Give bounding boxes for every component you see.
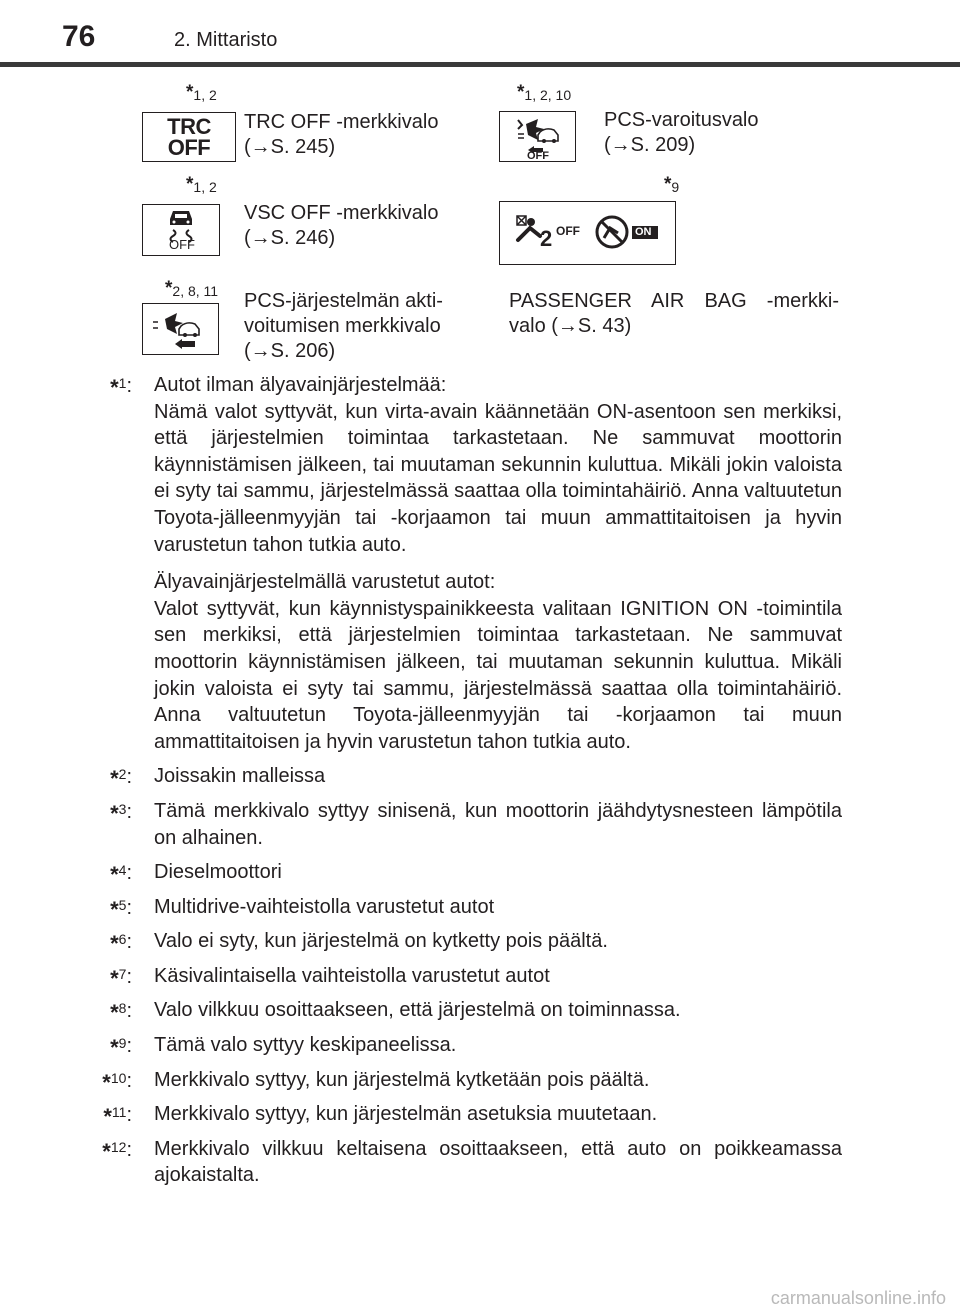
footnote-4: *$^4$: Dieselmoottori bbox=[110, 861, 282, 888]
page-number: 76 bbox=[62, 20, 96, 53]
vsc-off-icon: OFF bbox=[142, 204, 220, 256]
footnote-ref: *1, 2 bbox=[186, 174, 217, 195]
watermark: carmanualsonline.info bbox=[770, 1288, 946, 1308]
footnote-3: *$^3$: Tämä merkkivalo syttyy sinisenä, kun moottorin jäähdytysnesteen lämpötila on alhainen. bbox=[110, 799, 842, 849]
footnote-5: *$^5$: Multidrive-vaihteistolla varustetut autot bbox=[110, 895, 495, 922]
footnotes bbox=[102, 372, 842, 1189]
footnote-2: *$^2$: Joissakin malleissa bbox=[110, 765, 326, 792]
footnote-8: *$^8$: Valo vilkkuu osoittaakseen, että järjestelmä on toiminnassa. bbox=[110, 999, 681, 1026]
indicator-pcs-warning: PCS-varoitusvalo (→S. 209) bbox=[604, 109, 759, 156]
footnote-7: *$^7$: Käsivalintaisella vaihteistolla varustetut autot bbox=[110, 964, 550, 991]
footnote-ref: *2, 8, 11 bbox=[165, 278, 219, 299]
footnote-10: *$^{10}$: Merkkivalo syttyy, kun järjestelmä kytketään pois päältä. bbox=[102, 1068, 650, 1095]
indicator-passenger-airbag: PASSENGER AIR BAG -merkki- valo (→S. 43) bbox=[509, 290, 839, 337]
chapter-title: 2. Mittaristo bbox=[174, 29, 278, 51]
footnote-1: *$^1$: Autot ilman älyavainjärjestelmää: Nämä valot syttyvät, kun virta-avain käännetään ON-asentoon sen merkiksi, että järjestelmien toimintaa tarkastetaan. Ne sammuvat moottorin käynnistämisen jälkeen, tai muutaman sekunnin kuluttua. Mikäli jokin valoista ei syty tai sammu, järjestelmässä saattaa olla toimintahäiriö. Anna valtuutetun Toyota-jälleenmyyjän tai -korjaamon tai muun ammattitaitoisen ja hyvin varustetun tahon tutkia auto. Älyavainjärjestelmällä varustetut autot: Valot syttyvät, kun käynnistyspainikkeesta valitaan IGNITION ON -toimintila sen merkiksi, että järjestelmien toimintaa tarkastetaan. Ne sammuvat moottorin käynnistämisen jälkeen, tai muutaman sekunnin kuluttua. Mikäli jokin valoista ei syty tai sammu, järjestelmässä saattaa olla toimintahäiriö. Anna valtuutetun Toyota-jälleenmyyjän tai -korjaamon tai muun ammattitaitoisen ja hyvin varustetun tahon tutkia auto. bbox=[110, 374, 842, 753]
trc-off-icon: TRC OFF bbox=[142, 112, 236, 162]
footnote-ref: *1, 2 bbox=[186, 82, 217, 103]
footnote-11: *$^{11}$: Merkkivalo syttyy, kun järjestelmän asetuksia muutetaan. bbox=[103, 1103, 658, 1130]
pcs-activation-icon bbox=[142, 303, 219, 355]
footnote-12: *$^{12}$: Merkkivalo vilkkuu keltaisena osoittaakseen, että auto on poikkeamassa ajokaistalta. bbox=[102, 1137, 842, 1187]
footnote-ref: *1, 2, 10 bbox=[517, 82, 572, 103]
indicator-pcs-activation: PCS-järjestelmän akti- voitumisen merkkivalo (→S. 206) bbox=[244, 290, 443, 362]
footnote-9: *$^9$: Tämä valo syttyy keskipaneelissa. bbox=[110, 1034, 457, 1061]
pcs-warning-icon: OFF bbox=[499, 111, 576, 162]
indicator-trc-off: TRC OFF -merkkivalo (→S. 245) bbox=[244, 111, 439, 158]
header-rule bbox=[0, 62, 960, 67]
footnote-6: *$^6$: Valo ei syty, kun järjestelmä on kytketty pois päältä. bbox=[110, 930, 608, 957]
passenger-airbag-icon: 2 OFF ON bbox=[499, 201, 676, 265]
indicator-vsc-off: VSC OFF -merkkivalo (→S. 246) bbox=[244, 202, 439, 249]
footnote-ref: *9 bbox=[664, 174, 680, 195]
